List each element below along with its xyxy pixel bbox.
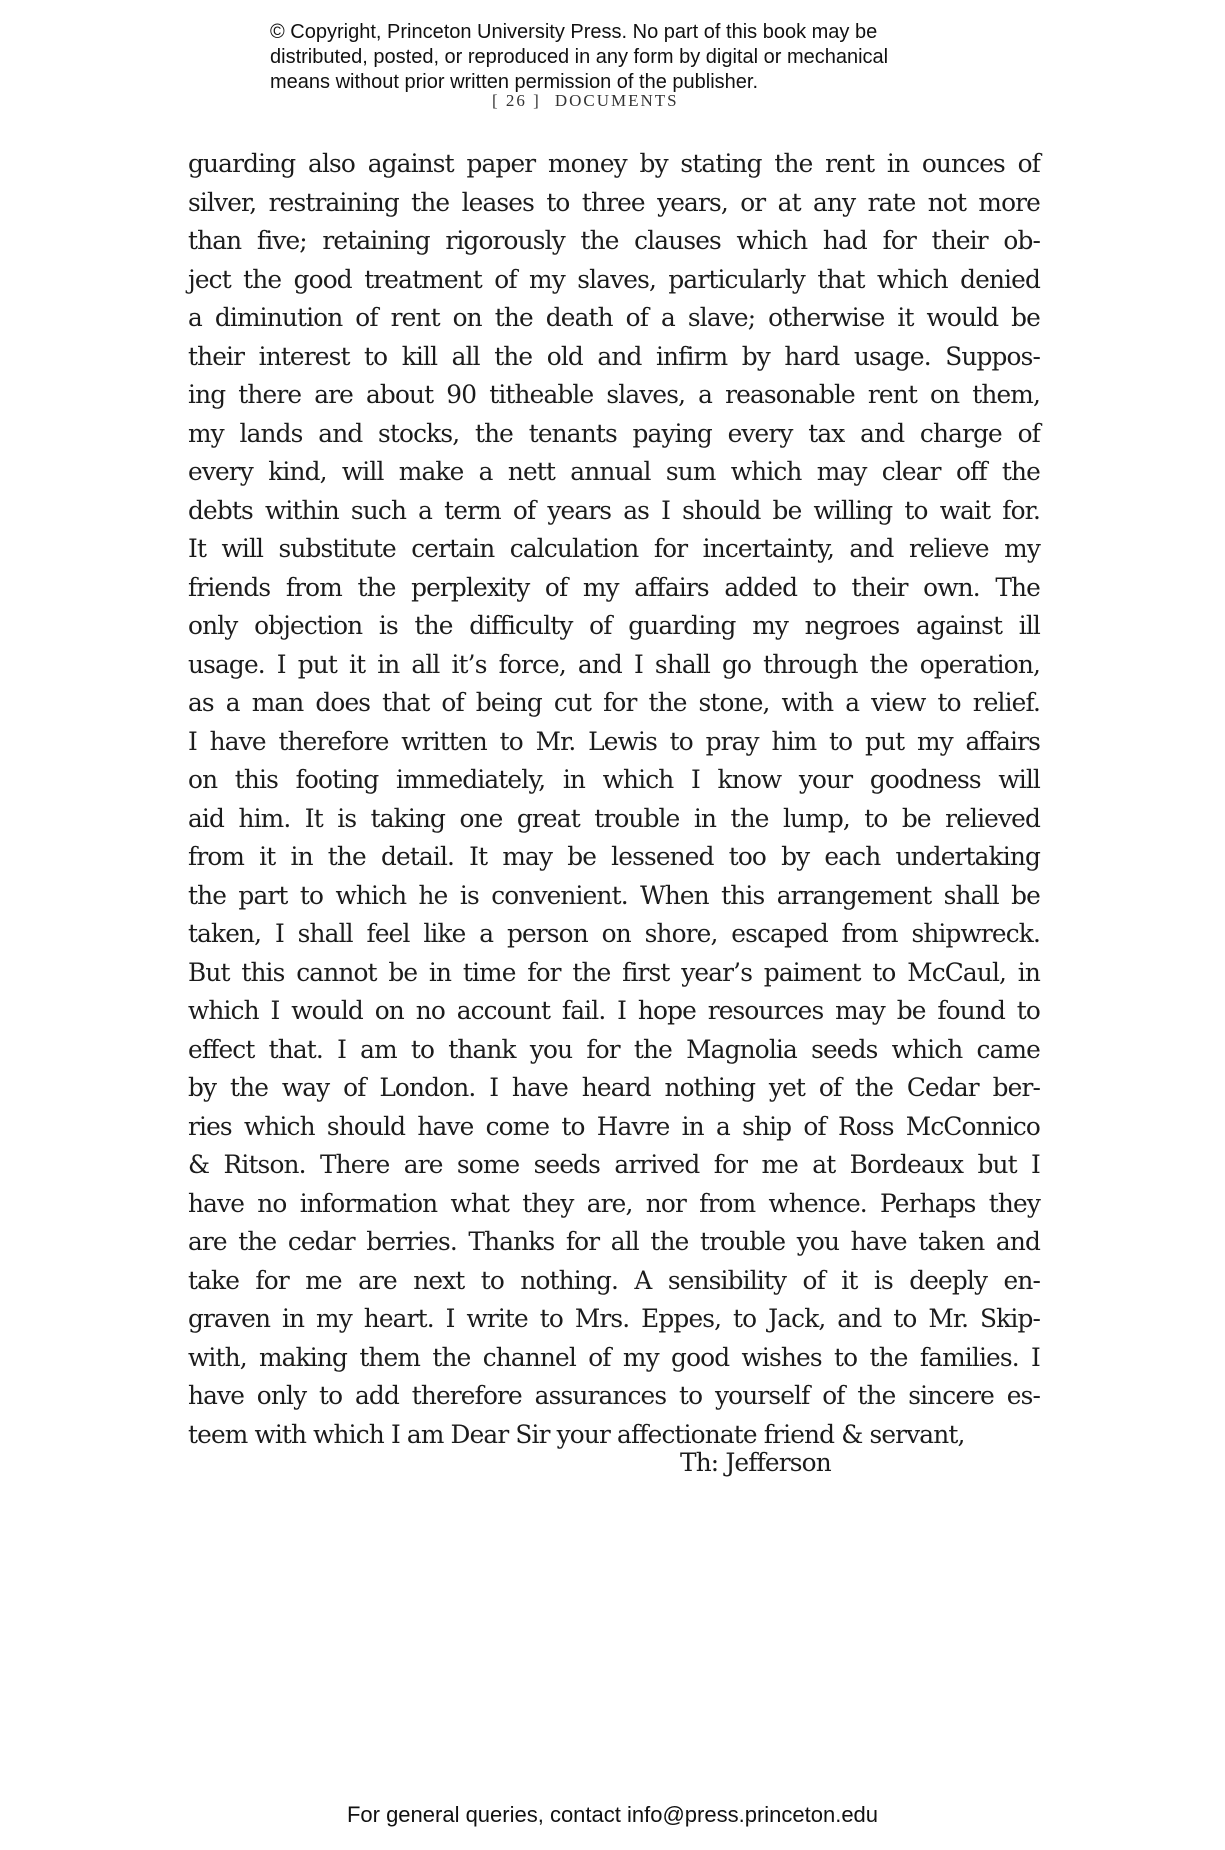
text-line: effect that. I am to thank you for the Magnolia seeds which came bbox=[188, 1034, 1040, 1064]
text-line: teem with which I am Dear Sir your affectionate friend & servant, bbox=[188, 1419, 965, 1449]
text-line: friends from the perplexity of my affairs added to their own. The bbox=[188, 572, 1040, 602]
text-line: which I would on no account fail. I hope resources may be found to bbox=[188, 996, 1040, 1025]
text-line: my lands and stocks, the tenants paying every tax and charge of bbox=[188, 418, 1040, 448]
text-line: silver, restraining the leases to three years, or at any rate not more bbox=[188, 187, 1040, 217]
section-title: DOCUMENTS bbox=[554, 91, 679, 110]
text-line: with, making them the channel of my good wishes to the families. I bbox=[188, 1342, 1040, 1372]
text-line: on this footing immediately, in which I know your goodness will bbox=[188, 765, 1040, 794]
letter-body bbox=[188, 145, 1040, 1454]
text-line: a diminution of rent on the death of a slave; otherwise it would be bbox=[188, 303, 1040, 332]
text-line: only objection is the difficulty of guarding my negroes against ill bbox=[188, 611, 1040, 640]
text-line: usage. I put it in all it’s force, and I shall go through the operation, bbox=[188, 649, 1040, 679]
text-line: ject the good treatment of my slaves, particularly that which denied bbox=[188, 264, 1040, 294]
text-line: have no information what they are, nor from whence. Perhaps they bbox=[188, 1188, 1040, 1218]
text-line: ries which should have come to Havre in a ship of Ross McConnico bbox=[188, 1111, 1040, 1141]
footer-contact: For general queries, contact info@press.princeton.edu bbox=[346, 1802, 879, 1827]
text-line: as a man does that of being cut for the stone, with a view to relief. bbox=[188, 688, 1040, 717]
text-line: have only to add therefore assurances to yourself of the sincere es- bbox=[188, 1381, 1040, 1410]
text-line: & Ritson. There are some seeds arrived for me at Bordeaux but I bbox=[188, 1150, 1040, 1179]
text-line: I have therefore written to Mr. Lewis to pray him to put my affairs bbox=[188, 726, 1040, 756]
copyright-line: distributed, posted, or reproduced in any form by digital or mechanical bbox=[270, 46, 889, 68]
text-line: But this cannot be in time for the first year’s paiment to McCaul, in bbox=[188, 957, 1040, 987]
text-line: from it in the detail. It may be lessened too by each undertaking bbox=[188, 842, 1040, 871]
signature: Th: Jefferson bbox=[680, 1448, 831, 1477]
text-line: every kind, will make a nett annual sum which may clear off the bbox=[188, 457, 1040, 486]
text-line: the part to which he is convenient. When this arrangement shall be bbox=[188, 880, 1040, 910]
text-line: by the way of London. I have heard nothing yet of the Cedar ber- bbox=[188, 1073, 1040, 1102]
text-line: graven in my heart. I write to Mrs. Eppes, to Jack, and to Mr. Skip- bbox=[188, 1304, 1040, 1333]
copyright-notice bbox=[270, 20, 990, 95]
text-line: taken, I shall feel like a person on shore, escaped from shipwreck. bbox=[188, 919, 1040, 948]
running-head bbox=[492, 91, 679, 111]
text-line: debts within such a term of years as I should be willing to wait for. bbox=[188, 495, 1040, 525]
page-number: [ 26 ] bbox=[492, 91, 541, 110]
text-line: ing there are about 90 titheable slaves, a reasonable rent on them, bbox=[188, 380, 1040, 409]
text-line: guarding also against paper money by stating the rent in ounces of bbox=[188, 149, 1040, 178]
text-line: are the cedar berries. Thanks for all the trouble you have taken and bbox=[188, 1227, 1040, 1256]
text-line: It will substitute certain calculation for incertainty, and relieve my bbox=[188, 534, 1040, 563]
text-line: aid him. It is taking one great trouble in the lump, to be relieved bbox=[188, 803, 1040, 833]
text-line: than five; retaining rigorously the clauses which had for their ob- bbox=[188, 226, 1040, 255]
text-line: take for me are next to nothing. A sensibility of it is deeply en- bbox=[188, 1265, 1040, 1295]
text-line: their interest to kill all the old and infirm by hard usage. Suppos- bbox=[188, 341, 1040, 371]
copyright-line: means without prior written permission of the publisher. bbox=[270, 71, 759, 93]
copyright-line: © Copyright, Princeton University Press. No part of this book may be bbox=[270, 21, 878, 43]
